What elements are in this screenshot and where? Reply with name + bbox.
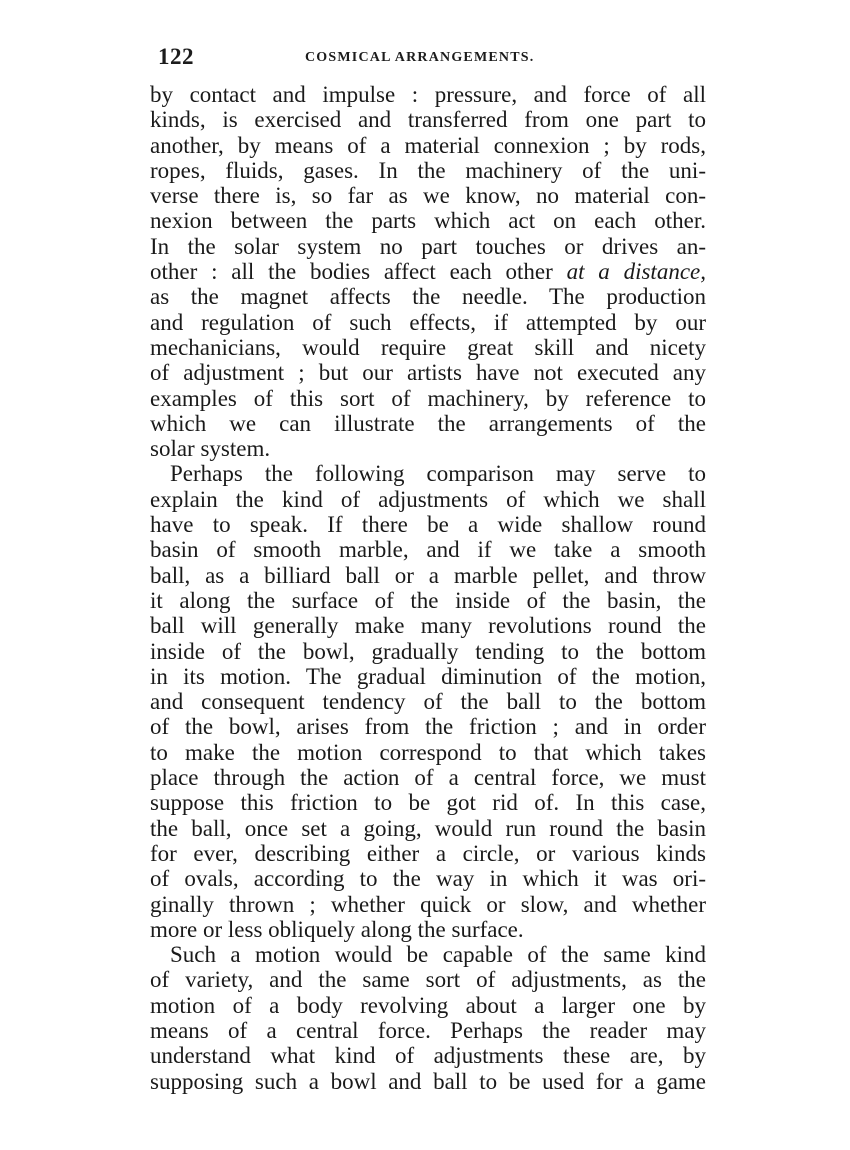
text-line: as the magnet affects the needle. The production [150, 284, 706, 310]
text-line: suppose this friction to be got rid of. In this case, [150, 790, 706, 816]
text-line: to make the motion correspond to that which takes [150, 739, 706, 765]
text-line: for ever, describing either a circle, or various kinds [150, 840, 706, 866]
text-line: ball, as a billiard ball or a marble pellet, and throw [150, 562, 706, 588]
text-line: means of a central force. Perhaps the reader may [150, 1017, 706, 1043]
text-line: and consequent tendency of the ball to the bottom [150, 689, 706, 715]
text-line: Such a motion would be capable of the same kind [170, 942, 706, 968]
text-line: of variety, and the same sort of adjustments, as the [150, 967, 706, 993]
text-line: kinds, is exercised and transferred from one part to [150, 107, 706, 133]
text-line: ginally thrown ; whether quick or slow, and whether [150, 891, 706, 917]
text-line: which we can illustrate the arrangements of the [150, 410, 706, 436]
text-line: ropes, fluids, gases. In the machinery of the uni- [150, 157, 706, 183]
text-line: of adjustment ; but our artists have not executed any [150, 360, 706, 386]
page-header [155, 44, 707, 74]
text-line: more or less obliquely along the surface. [150, 916, 524, 942]
text-line: place through the action of a central force, we must [150, 765, 706, 791]
text-line: nexion between the parts which act on each other. [150, 208, 706, 234]
text-line: supposing such a bowl and ball to be used for a game [150, 1068, 706, 1094]
text-line: understand what kind of adjustments these are, by [150, 1043, 706, 1069]
text-line: of ovals, according to the way in which it was ori- [150, 866, 706, 892]
text-line: ball will generally make many revolutions round the [150, 613, 706, 639]
text-line: In the solar system no part touches or drives an- [150, 233, 706, 259]
text-line: have to speak. If there be a wide shallow round [150, 512, 706, 538]
text-line: in its motion. The gradual diminution of the motion, [150, 663, 706, 689]
text-line: solar system. [150, 436, 271, 462]
italic-phrase: at a distance, [566, 259, 706, 285]
text-line: inside of the bowl, gradually tending to the bottom [150, 638, 706, 664]
text-line [150, 259, 706, 284]
text-line: examples of this sort of machinery, by reference to [150, 385, 706, 411]
text-line: Perhaps the following comparison may serve to [170, 461, 706, 487]
text-line: the ball, once set a going, would run round the basin [150, 815, 706, 841]
text-line: explain the kind of adjustments of which we shall [150, 486, 706, 512]
text-line: basin of smooth marble, and if we take a smooth [150, 537, 706, 563]
text-line: by contact and impulse : pressure, and force of all [150, 82, 706, 107]
body-text [150, 82, 706, 1094]
text-line: verse there is, so far as we know, no material con- [150, 183, 706, 209]
running-head: COSMICAL ARRANGEMENTS. [305, 50, 535, 65]
text-line: of the bowl, arises from the friction ; and in order [150, 714, 706, 740]
text-line: it along the surface of the inside of the basin, the [150, 587, 706, 613]
text-line: mechanicians, would require great skill and nicety [150, 334, 706, 360]
text-line: and regulation of such effects, if attempted by our [150, 309, 706, 335]
text-fragment: other : all the bodies affect each other [150, 259, 567, 285]
text-line: motion of a body revolving about a larger one by [150, 992, 706, 1018]
page-number: 122 [158, 44, 194, 69]
text-line: another, by means of a material connexion ; by rods, [150, 132, 706, 158]
